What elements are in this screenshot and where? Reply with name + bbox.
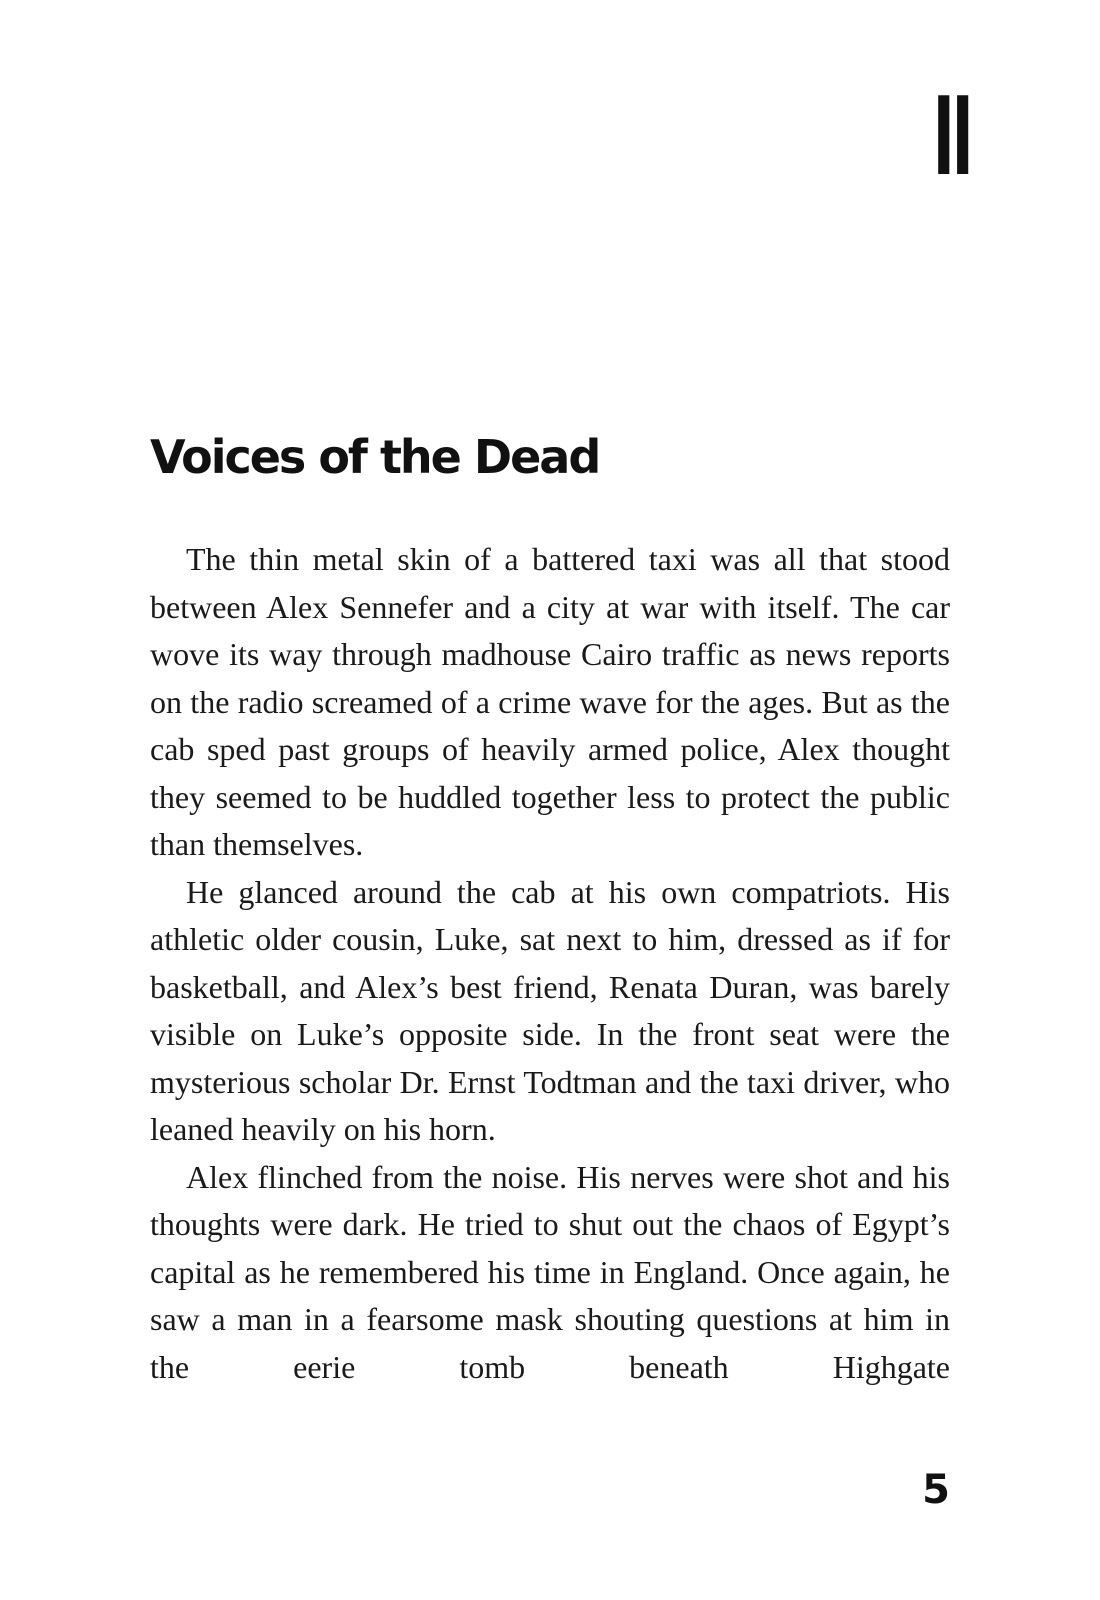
chapter-number: II <box>932 75 970 200</box>
chapter-title: Voices of the Dead <box>150 430 600 484</box>
page-number: 5 <box>922 1467 950 1513</box>
paragraph: The thin metal skin of a battered taxi was all that stood between Alex Sennefer and a city at war with itself. The car wove its way through madhouse Cairo traffic as news reports on the radio screamed of a crime wave for the ages. But as the cab sped past groups of heavily armed police, Alex thought they seemed to be huddled together less to protect the public than themselves. <box>150 541 950 862</box>
body-text <box>150 536 950 1391</box>
paragraph: Alex flinched from the noise. His nerves were shot and his thoughts were dark. He tried to shut out the chaos of Egypt’s capital as he remembered his time in England. Once again, he saw a man in a fearsome mask shouting questions at him in the eerie tomb beneath Highgate <box>150 1158 950 1385</box>
paragraph: He glanced around the cab at his own compatriots. His athletic older cousin, Luke, sat next to him, dressed as if for basketball, and Alex’s best friend, Renata Duran, was barely visible on Luke’s opposite side. In the front seat were the mysterious scholar Dr. Ernst Todtman and the taxi driver, who leaned heavily on his horn. <box>150 873 950 1147</box>
